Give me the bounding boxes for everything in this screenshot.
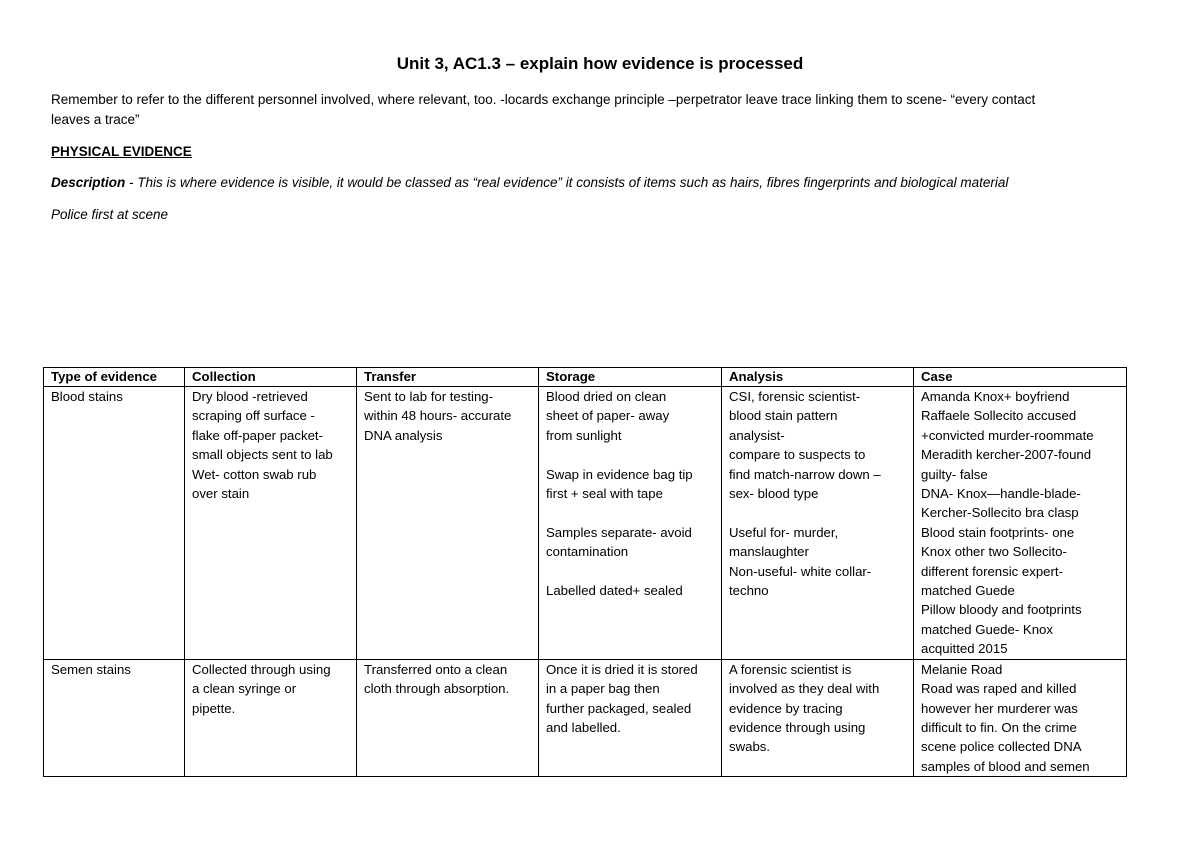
table-row [44, 659, 1127, 776]
cell-line: Kercher-Sollecito bra clasp [921, 505, 1079, 521]
cell-line: Amanda Knox+ boyfriend [921, 389, 1070, 404]
intro-line-1: Remember to refer to the different personnel involved, where relevant, too. -locards exchange principle –perpetrator leave trace linking them to scene- “every contact [51, 92, 1036, 107]
cell-line: Useful for- murder, [729, 524, 839, 540]
cell-line: Semen stains [51, 661, 131, 677]
cell-line: manslaughter [729, 544, 809, 560]
table-header-row [44, 368, 1127, 387]
cell-line: a clean syringe or [192, 681, 297, 697]
cell-line: find match-narrow down – [729, 466, 881, 482]
cell-line: compare to suspects to [729, 447, 866, 463]
cell-line: Blood stains [51, 389, 123, 404]
cell-line: matched Guede- Knox [921, 621, 1053, 637]
cell-line: Meradith kercher-2007-found [921, 447, 1092, 463]
cell-line: Wet- cotton swab rub [192, 466, 317, 482]
cell-line: scraping off surface - [192, 408, 315, 424]
cell-analysis [722, 659, 914, 776]
cell-line: Transferred onto a clean [364, 661, 508, 677]
intro-paragraph [51, 90, 1131, 130]
header-storage: Storage [539, 368, 722, 387]
header-case: Case [914, 368, 1127, 387]
cell-line: cloth through absorption. [364, 681, 510, 697]
cell-line: Blood stain footprints- one [921, 524, 1075, 540]
cell-line: evidence through using [729, 719, 866, 735]
police-note: Police first at scene [51, 207, 169, 222]
cell-line: in a paper bag then [546, 681, 660, 697]
cell-collection [185, 659, 357, 776]
cell-line: +convicted murder-roommate [921, 427, 1094, 443]
cell-line [546, 562, 716, 581]
cell-line: CSI, forensic scientist- [729, 389, 861, 404]
cell-collection [185, 387, 357, 660]
cell-line: Road was raped and killed [921, 681, 1077, 697]
cell-line: within 48 hours- accurate [364, 408, 512, 424]
cell-line: guilty- false [921, 466, 988, 482]
cell-line: Melanie Road [921, 661, 1003, 677]
cell-line: Knox other two Sollecito- [921, 544, 1067, 560]
cell-line: scene police collected DNA [921, 739, 1082, 755]
cell-line: Samples separate- avoid [546, 524, 692, 540]
cell-line: difficult to fin. On the crime [921, 719, 1077, 735]
cell-line: small objects sent to lab [192, 447, 333, 463]
cell-line [546, 445, 716, 464]
cell-line: and labelled. [546, 719, 621, 735]
description-text: - This is where evidence is visible, it would be classed as “real evidence” it consists of items such as hairs, fibres fingerprints and biological material [125, 175, 1009, 190]
cell-line: contamination [546, 544, 629, 560]
cell-line: Swap in evidence bag tip [546, 466, 693, 482]
cell-line: first + seal with tape [546, 486, 663, 502]
description-paragraph [51, 175, 1131, 190]
section-heading: PHYSICAL EVIDENCE [51, 144, 192, 159]
cell-type [44, 659, 185, 776]
cell-transfer [357, 659, 539, 776]
cell-case [914, 387, 1127, 660]
header-collection: Collection [185, 368, 357, 387]
cell-line: further packaged, sealed [546, 700, 692, 716]
table-body [44, 387, 1127, 777]
cell-line: Dry blood -retrieved [192, 389, 308, 404]
table-row [44, 387, 1127, 660]
cell-line [729, 503, 908, 522]
cell-type [44, 387, 185, 660]
cell-storage [539, 387, 722, 660]
cell-line: sex- blood type [729, 486, 819, 502]
cell-line: Sent to lab for testing- [364, 389, 494, 404]
cell-line: Blood dried on clean [546, 389, 667, 404]
cell-line: DNA analysis [364, 427, 443, 443]
cell-line: A forensic scientist is [729, 661, 852, 677]
cell-line: techno [729, 583, 769, 599]
cell-line: DNA- Knox—handle-blade- [921, 486, 1081, 502]
cell-analysis [722, 387, 914, 660]
cell-line: from sunlight [546, 427, 622, 443]
header-analysis: Analysis [722, 368, 914, 387]
intro-line-2: leaves a trace” [51, 112, 140, 127]
description-label: Description [51, 175, 126, 190]
header-type-of-evidence: Type of evidence [44, 368, 185, 387]
cell-line: acquitted 2015 [921, 641, 1008, 657]
cell-line: Collected through using [192, 661, 331, 677]
cell-line: evidence by tracing [729, 700, 843, 716]
cell-line: Non-useful- white collar- [729, 563, 872, 579]
cell-line: pipette. [192, 700, 236, 716]
cell-line: flake off-paper packet- [192, 427, 323, 443]
cell-line: Raffaele Sollecito accused [921, 408, 1077, 424]
cell-line: blood stain pattern [729, 408, 838, 424]
cell-line: however her murderer was [921, 700, 1078, 716]
cell-line: involved as they deal with [729, 681, 880, 697]
header-transfer: Transfer [357, 368, 539, 387]
cell-line: matched Guede [921, 583, 1015, 599]
cell-line [546, 503, 716, 522]
cell-line: Pillow bloody and footprints [921, 602, 1082, 618]
cell-storage [539, 659, 722, 776]
cell-line: Labelled dated+ sealed [546, 583, 683, 599]
cell-line: sheet of paper- away [546, 408, 670, 424]
cell-line: Once it is dried it is stored [546, 661, 698, 677]
cell-line: analysist- [729, 427, 785, 443]
cell-line: over stain [192, 486, 250, 502]
cell-line: swabs. [729, 739, 771, 755]
evidence-table [43, 367, 1127, 777]
cell-transfer [357, 387, 539, 660]
cell-line: different forensic expert- [921, 563, 1063, 579]
cell-line: samples of blood and semen [921, 758, 1090, 774]
document-title: Unit 3, AC1.3 – explain how evidence is processed [396, 54, 804, 73]
cell-case [914, 659, 1127, 776]
